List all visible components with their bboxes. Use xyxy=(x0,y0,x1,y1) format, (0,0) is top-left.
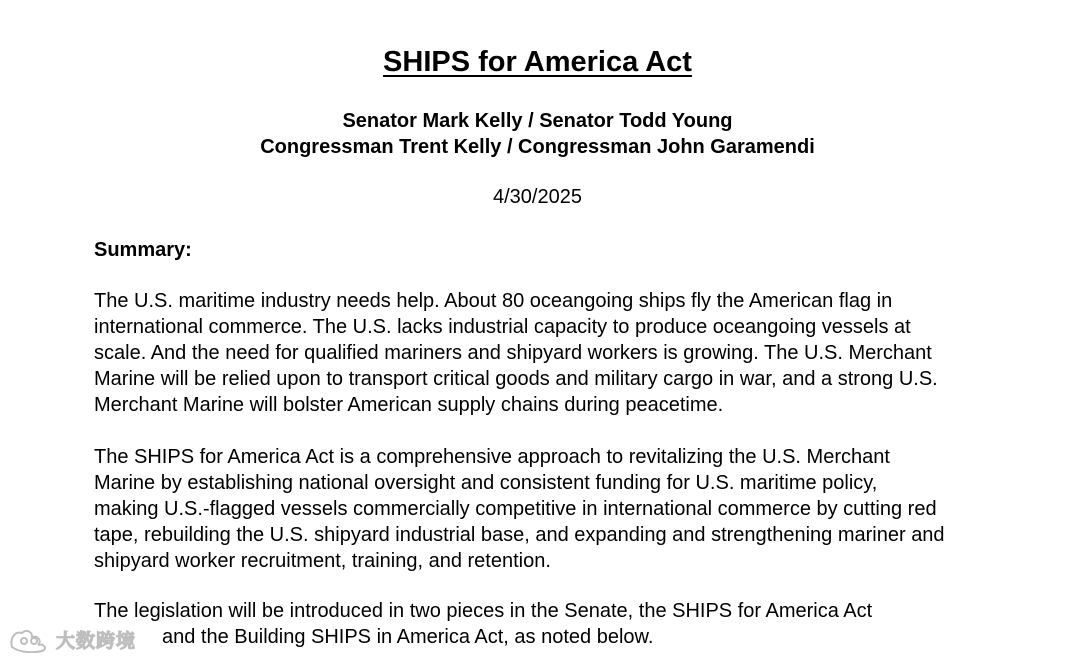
paragraph-line: scale. And the need for qualified mariners and shipyard workers is growing. The U.S. Merchant xyxy=(94,342,932,364)
document-date: 4/30/2025 xyxy=(493,186,582,208)
paragraph-industry-need xyxy=(94,288,994,418)
brand-logo-icon xyxy=(8,627,52,653)
summary-heading: Summary: xyxy=(94,239,192,261)
paragraph-line: The legislation will be introduced in two pieces in the Senate, the SHIPS for America Act xyxy=(94,600,873,622)
paragraph-line: international commerce. The U.S. lacks industrial capacity to produce oceangoing vessels at xyxy=(94,316,911,338)
paragraph-line: shipyard worker recruitment, training, and retention. xyxy=(94,550,551,572)
paragraph-line: The SHIPS for America Act is a comprehensive approach to revitalizing the U.S. Merchant xyxy=(94,446,890,468)
paragraph-line: and the Building SHIPS in America Act, as noted below. xyxy=(162,626,654,648)
paragraph-line: Marine will be relied upon to transport critical goods and military cargo in war, and a strong U.S. xyxy=(94,368,938,390)
paragraph-line: Marine by establishing national oversight and consistent funding for U.S. maritime policy, xyxy=(94,472,878,494)
paragraph-legislation-intro xyxy=(94,598,994,650)
paragraph-line: The U.S. maritime industry needs help. About 80 oceangoing ships fly the American flag in xyxy=(94,290,893,312)
paragraph-line: tape, rebuilding the U.S. shipyard industrial base, and expanding and strengthening mariner and xyxy=(94,524,945,546)
document-title: SHIPS for America Act xyxy=(383,46,692,78)
senate-sponsors: Senator Mark Kelly / Senator Todd Young xyxy=(342,110,733,132)
paragraph-line: making U.S.-flagged vessels commercially competitive in international commerce by cutting red xyxy=(94,498,937,520)
house-sponsors: Congressman Trent Kelly / Congressman John Garamendi xyxy=(260,136,815,158)
watermark xyxy=(8,626,136,653)
watermark-text: 大数跨境 xyxy=(56,630,137,652)
paragraph-line: Merchant Marine will bolster American supply chains during peacetime. xyxy=(94,394,724,416)
paragraph-act-approach xyxy=(94,444,994,574)
